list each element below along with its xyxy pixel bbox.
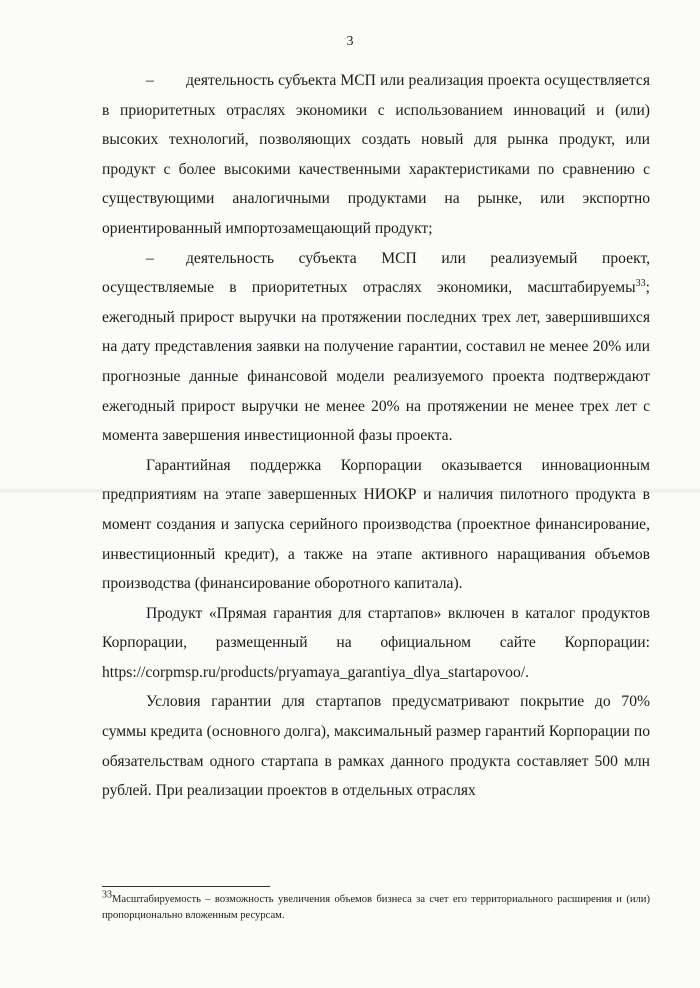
bullet-dash: – (146, 72, 154, 89)
footnote-number: 33 (102, 889, 112, 901)
footnote-text: Масштабируемость – возможность увеличения объемов бизнеса за счет его территориального расширения и (или) пропорционально вложенным ресурсам. (102, 894, 650, 921)
paragraph-text-before: деятельность субъекта МСП или реализуемый проект, осуществляемые в приоритетных отраслях экономики, масштабируемы (102, 249, 650, 297)
paragraph-text-after: ; ежегодный прирост выручки на протяжении последних трех лет, завершившихся на дату представления заявки на получение гарантии, составил не менее 20% или прогнозные данные финансовой модели реализуемого проекта подтверждают ежегодный прирост выручки не менее 20% на протяжении не менее трех лет с момента завершения инвестиционной фазы проекта. (102, 279, 650, 445)
page-number: 3 (346, 34, 354, 49)
paragraph-bullet-2 (102, 244, 650, 451)
footnote-reference: 33 (635, 277, 646, 289)
paragraph-guarantee-support: Гарантийная поддержка Корпорации оказывается инновационным предприятиям на этапе завершенных НИОКР и наличия пилотного продукта в момент создания и запуска серийного производства (проектное финансирование, инвестиционный кредит), а также на этапе активного наращивания объемов производства (финансирование оборотного капитала). (102, 456, 650, 593)
paragraph-product-catalog: Продукт «Прямая гарантия для стартапов» включен в каталог продуктов Корпорации, размещенный на официальном сайте Корпорации: https://corpmsp.ru/products/pryamaya_garantiya_dlya_startapovoo/. (102, 604, 650, 681)
paragraph-bullet-1 (102, 66, 650, 244)
bullet-dash: – (146, 249, 154, 267)
paragraph-text: деятельность субъекта МСП или реализация проекта осуществляется в приоритетных отраслях экономики с использованием инноваций и (или) высоких технологий, позволяющих создать новый для рынка продукт, или продукт с более высокими качественными характеристиками по сравнению с существующими аналогичными продуктами на рынке, или экспортно ориентированный импортозамещающий продукт; (102, 72, 650, 237)
footnote (102, 889, 650, 924)
paragraph-guarantee-terms: Условия гарантии для стартапов предусматривают покрытие до 70% суммы кредита (основного долга), максимальный размер гарантий Корпорации по обязательствам одного стартапа в рамках данного продукта составляет 500 млн рублей. При реализации проектов в отдельных отраслях (102, 693, 650, 800)
body-text (102, 66, 650, 806)
footnote-divider (102, 886, 270, 887)
